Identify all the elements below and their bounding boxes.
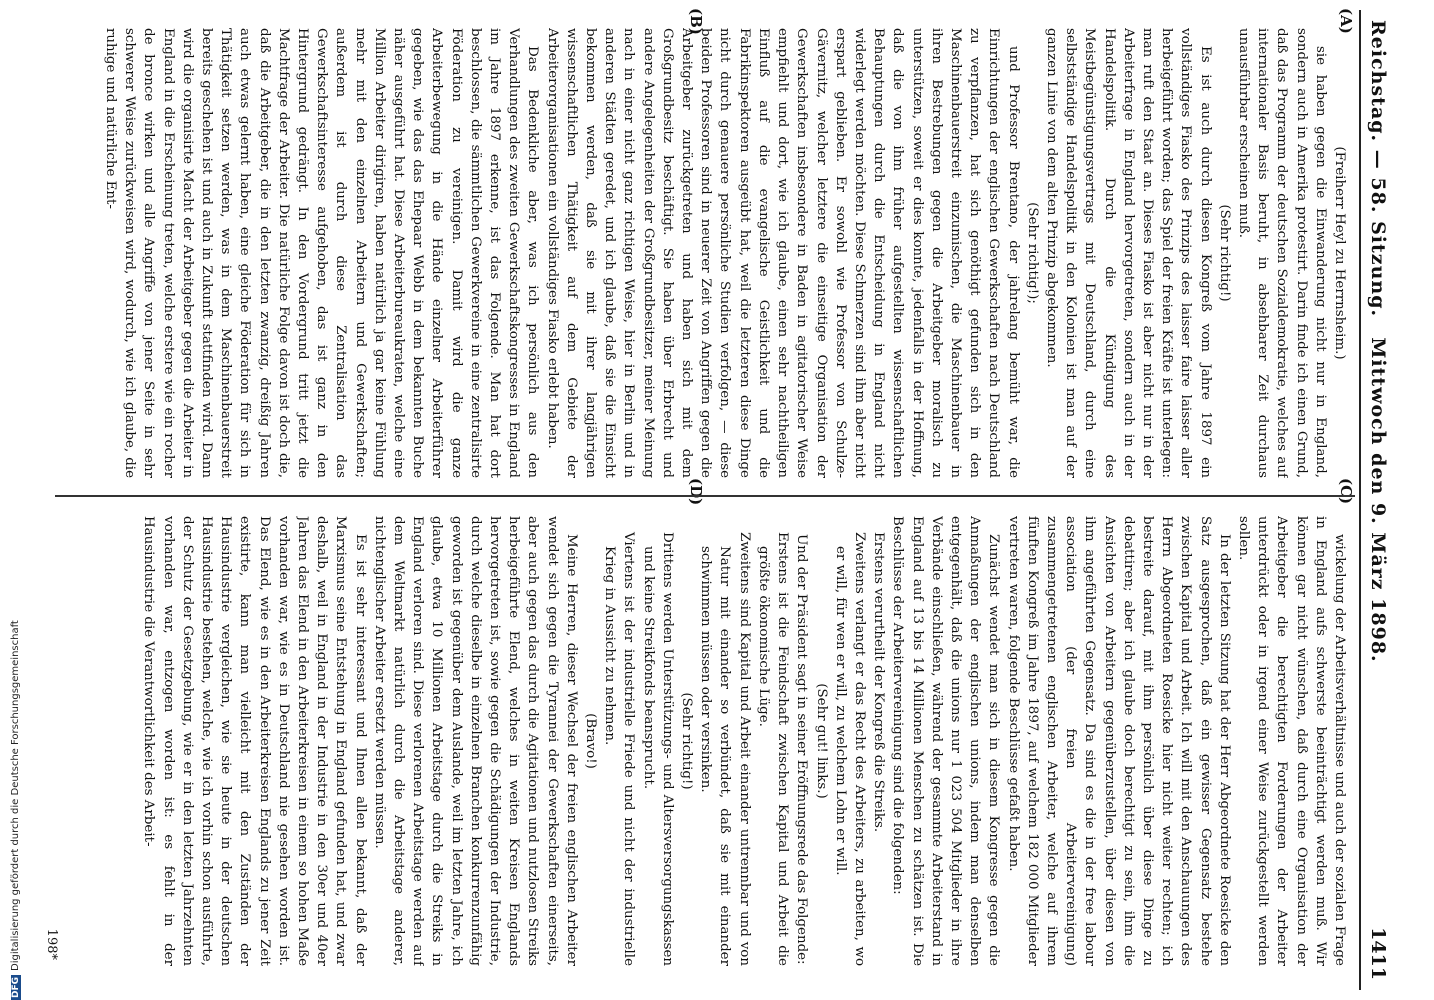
- paragraph: Es ist sehr interessant und Ihnen allen bekannt, daß der Marxismus seine Entstehung in England gefunden hat, und zwar deshalb, weil in England in der Industrie in den 30er und 40er Jahren das Elend in den Arbeiterkreisen in einem so hohen Maße vorhanden war, wie es in Deutschland nie gesehen worden ist. Das Elend, wie es in den Arbeiterkreisen Englands zu jener Zeit existirte, kann man vielleicht mit den Zuständen der Hausindustrie vergleichen, wie sie heute in der deutschen Hausindustrie bestehen, welche, wie ich vorhin schon ausführte, der Schutz der Gesetzgebung, wie er in den letzten Jahrzehnten vorhanden war, entzogen worden ist: es fehlt in der Hausindustrie die Verantwortlichkeit des Arbeit-: [141, 516, 368, 966]
- header-date: Mittwoch den 9. März 1898.: [1367, 337, 1389, 663]
- dfg-funding-note: [10, 620, 21, 1000]
- sheet-signature: 198*: [44, 928, 59, 960]
- numbered-resolution: Zweitens verlangt er das Recht des Arbeiters, zu arbeiten, wo er will, für wen er will, zu welchem Lohn er will.: [832, 532, 867, 966]
- page-header: [1359, 10, 1395, 990]
- speaker-line: (Freiherr Heyl zu Herrnsheim.): [1332, 146, 1347, 360]
- interjection: (Bravo!): [583, 713, 599, 769]
- interjection: (Sehr gut! links.): [813, 683, 829, 799]
- margin-marker-c: (C): [1337, 478, 1355, 505]
- margin-marker-d: (D): [687, 478, 705, 506]
- interjection: (Sehr richtig!): [1216, 204, 1232, 302]
- dfg-logo-icon: DFG: [11, 976, 21, 998]
- page-number: 1411: [1367, 927, 1389, 980]
- numbered-resolution: Zweitens sind Kapital und Arbeit einander untrennbar und von Natur mit einander so verbündet, daß sie mit einander schwimmen müssen oder versinken.: [698, 532, 752, 966]
- margin-marker-b: (B): [687, 8, 705, 35]
- paragraph: Meine Herren, dieser Wechsel der freien englischen Arbeiter wendet sich gegen die Tyrannei der Gewerkschaften einerseits, aber auch gegen das durch die Agitationen und nutzlosen Streiks herbeigeführte Elend, welches in weiten Kreisen Englands hervorgetreten ist, sowie gegen die Schädigungen der Industrie, durch welche dieselbe in einzelnen Branchen konkurrenzunfähig geworden ist gegenüber dem Auslande, weil im letzten Jahre, ich glaube, etwa 10 Millionen Arbeitstage durch die Streiks in England verloren sind. Diese verlorenen Arbeitstage werden auf dem Weltmarkt natürlich durch die Arbeitstage anderer, nichtenglischer Arbeiter ersetzt werden müssen.: [371, 516, 579, 966]
- funding-text: Digitalisierung gefördert durch die Deutsche Forschungsgemeinschaft: [10, 620, 21, 971]
- margin-marker-a: (A): [1337, 8, 1355, 34]
- document-page: [25, 10, 1395, 990]
- paragraph: Und der Präsident sagt in seiner Eröffnungsrede das Folgende:: [794, 534, 810, 965]
- paragraph: Zunächst wendet man sich in diesem Kongresse gegen die Anmaßungen der englischen unions, indem man denselben entgegenhält, daß die unions nur 1 023 504 Mitglieder in ihre Verbände einschließen, während der gesammte Arbeiterstand in England auf 13 bis 14 Millionen Menschen zu schätzen ist. Die Beschlüsse der Arbeitervereinigung sind die folgenden:: [890, 516, 1002, 966]
- paragraph: und Professor Brentano, der jahrelang bemüht war, die Einrichtungen der englischen Gewerkschaften nach Deutschland zu verpflanzen, hat sich genöthigt gefunden sich in den Maschinenbauerstreit einzumischen, die Maschinenbauer in ihren Bestrebungen gegen die Arbeitgeber moralisch zu unterstützen, soweit er dies konnte, jedenfalls in der Hoffnung, daß die von ihm früher aufgestellten wissenschaftlichen Behauptungen durch die Entscheidung in England nicht widerlegt werden möchten. Diese Schmerzen sind ihm aber nicht erspart geblieben. Er sowohl wie Professor von Schulze-Gävernitz, welcher letztere die einseitige Organisation der Gewerkschaften insbesondere in Baden in agitatorischer Weise empfiehlt und dort, wie ich glaube, einen sehr nachtheiligen Einfluß auf die evangelische Geistlichkeit und die Fabrikinspektoren ausgeübt hat, weil die letzteren diese Dinge nicht durch genauere persönliche Studien verfolgen, — diese beiden Professoren sind in neuerer Zeit von Angriffen gegen die Arbeitgeber zurückgetreten und haben sich mit dem Großgrundbesitz beschäftigt. Sie haben über Erbrecht und andere Angelegenheiten der Großgrundbesitzer, meiner Meinung nach in einer nicht ganz richtigen Weise, hier in Berlin und in anderen Städten geredet, und ich glaube, daß sie die Einsicht bekommen werden, daß sie mit ihrer langjährigen wissenschaftlichen Thätigkeit auf dem Gebiete der Arbeiterorganisationen ein vollständiges Fiasko erlebt haben.: [544, 28, 1021, 478]
- right-text-column: [59, 516, 1349, 966]
- numbered-resolution: Drittens werden Unterstützungs- und Altersversorgungskassen und keine Streikfonds beansprucht.: [640, 532, 675, 966]
- paragraph: sie haben gegen die Einwanderung nicht nur in England, sondern auch in Amerika protestirt. Darin finde ich einen Grund, daß das Programm der deutschen Sozialdemokratie, welches auf internationaler Basis beruht, in absehbarer Zeit durchaus unausführbar erscheinen muß.: [1235, 28, 1328, 478]
- paragraph: Es ist auch durch diesen Kongreß vom Jahre 1897 ein vollständiges Fiasko des Prinzips des laisser faire laisser aller herbeigeführt worden; das Spiel der freien Kräfte ist unterlegen: man ruft den Staat an. Dieses Fiasko ist aber nicht nur in der Arbeiterfrage in England hervorgetreten, sondern auch in der Handelspolitik. Durch die Kündigung des Meistbegünstigungsvertrags mit Deutschland, durch eine selbstständige Handelspolitik in den Kolonien ist man auf der ganzen Linie von dem alten Prinzip abgekommen.: [1043, 28, 1213, 478]
- numbered-resolution: Viertens ist der industrielle Friede und nicht der industrielle Krieg in Aussicht zu nehmen.: [602, 532, 637, 966]
- paragraph: Das Bedenkliche aber, was ich persönlich aus den Verhandlungen des zweiten Gewerkschaftskongresses in England im Jahre 1897 erkenne, ist das Folgende. Man hat dort beschlossen, die sämmtlichen Gewerkvereine in eine zentralisirte Föderation zu vereinigen. Damit wird die ganze Arbeiterbewegung in die Hände einzelner Arbeiterführer gegeben, wie das das Ehepaar Webb in dem bekannten Buche näher ausgeführt hat. Diese Arbeiterbureaukraten, welche eine Million Arbeiter dirigiren, haben natürlich ja gar keine Fühlung mehr mit den einzelnen Arbeitern und Gewerkschaften; außerdem ist durch diese Zentralisation das Gewerkschaftsinteresse aufgehoben, das ist ganz in den Hintergrund gedrängt. In den Vordergrund tritt jetzt die Machtfrage der Arbeiter. Die natürliche Folge davon ist doch die, daß die Arbeitgeber, die in den letzten zwanzig, dreißig Jahren auch etwas gelernt haben, eine gleiche Föderation für sich in Thätigkeit setzen werden, was in dem Maschinenbauerstreit bereits geschehen ist und auch in Zukunft stattfinden wird. Dann wird die organisirte Macht der Arbeitgeber gegen die Arbeiter in England in die Erscheinung treten, welche erstere wie ein rocher de bronce wirken und alle Angriffe von jener Seite in sehr schwerer Weise zurückweisen wird, wodurch, wie ich glaube, die ruhige und natürliche Ent-: [103, 28, 541, 478]
- header-session: Reichstag. — 58. Sitzung.: [1367, 20, 1389, 318]
- paragraph: In der letzten Sitzung hat der Herr Abgeordnete Roesicke den Satz ausgesprochen, daß ein gewisser Gegensatz bestehe zwischen Kapital und Arbeit. Ich will mit den Anschauungen des Herrn Abgeordneten Roesicke hier nicht weiter rechten; ich bestreite darauf, mit ihm persönlich über diese Dinge zu debattiren; aber ich glaube doch berechtigt zu sein, ihm die Ansichten von Arbeitern gegenüberzustellen, über diesen von ihm angeführten Gegensatz. Da sind es die in der free labour association (der freien Arbeitervereinigung) zusammengetretenen englischen Arbeiter, welche auf ihrem fünften Kongreß im Jahre 1897, auf welchem 182 000 Mitglieder vertreten waren, folgende Beschlüsse gefaßt haben.: [1005, 516, 1232, 966]
- left-text-column: [59, 28, 1349, 478]
- interjection: (Sehr richtig!);: [1024, 202, 1040, 304]
- interjection: (Sehr richtig!): [679, 692, 695, 790]
- numbered-resolution: Erstens verurtheilt der Kongreß die Streiks.: [871, 532, 887, 833]
- paragraph: wickelung der Arbeitsverhältnisse und auch der sozialen Frage in England aufs schwerste beeinträchtigt werden muß. Wir können gar nicht wünschen, daß durch eine Organisation der Arbeitgeber die berechtigten Forderungen der Arbeiter unterdrückt oder in irgend einer Weise zurückgestellt werden sollen.: [1235, 516, 1347, 966]
- numbered-resolution: Erstens ist die Feindschaft zwischen Kapital und Arbeit die größte ökonomische Lüge.: [755, 532, 791, 966]
- column-divider: [55, 495, 1355, 497]
